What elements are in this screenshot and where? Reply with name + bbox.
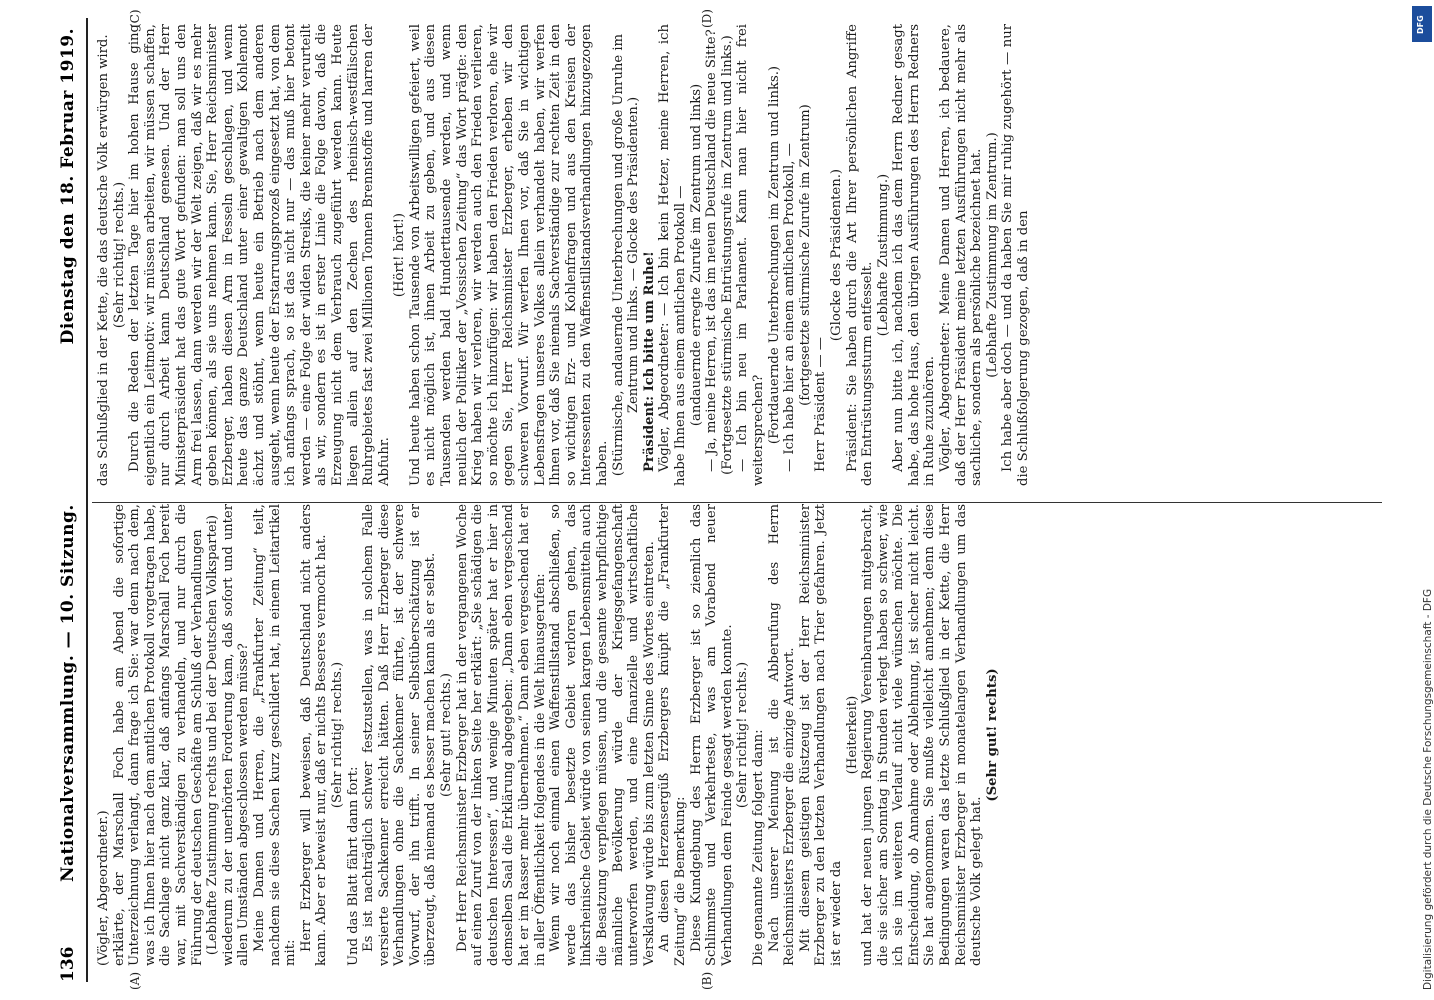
margin-marker-b: (B)	[700, 971, 714, 990]
left-interjection: (Heiterkeit)	[844, 695, 860, 775]
column-divider	[92, 502, 1382, 503]
right-para: — Ich habe hier an einem amtlichen Protokoll, —	[782, 143, 798, 472]
header-right-title: Dienstag den 18. Februar 1919.	[58, 28, 78, 345]
left-interjection: (Sehr richtig! rechts.)	[735, 661, 751, 809]
left-para: Meine Damen und Herren, die „Frankfurter Zeitung“ teilt, nachdem sie diese Sachen kurz geschildert hat, in einem Leitartikel mit:	[251, 504, 299, 966]
margin-marker-a: (A)	[128, 971, 142, 990]
page-header	[58, 18, 82, 982]
left-para: wiederum zu der unerhörten Forderung kam, daß sofort und unter allen Umständen abgeschlossen werden müsse?	[220, 504, 252, 966]
left-para: Die genannte Zeitung folgert dann:	[750, 729, 766, 966]
left-para: (Vögler, Abgeordneter.)	[96, 810, 111, 966]
left-quote: Nach unserer Meinung ist die Abberufung des Herrn Reichsministers Erzberger die einzige Antwort.	[766, 504, 798, 966]
right-interjection: (Sehr richtig! rechts.)	[111, 181, 127, 329]
digitization-credit: Digitalisierung gefördert durch die Deutsche Forschungsgemeinschaft - DFG	[1422, 588, 1434, 990]
right-para: Durch die Reden der letzten Tage hier im hohen Hause ging eigentlich ein Leitmotiv: wir müssen arbeiten, wir müssen schaffen, nur durch Arbeit kann Deutschland genesen. Und der Herr Ministerpräsident hat das gute Wort gefunden: man soll uns den Arm frei lassen, dann werden wir der Welt zeigen, daß wir es mehr geben können, als sie uns nehmen kann. Sie, Herr Reichsminister Erzberger, haben diesen Arm in Fesseln geschlagen, und wenn heute das ganze Deutschland unter einer gewaltigen Kohlennot ächzt und stöhnt, wenn heute ein Betrieb nach dem anderen ausgeht, wenn heute der Erstarrungsprozeß eingesetzt hat, von dem ich anfangs sprach, so ist das nicht nur — das muß hier betont werden — eine Folge der wilden Streiks, die keiner mehr verurteilt als wir, sondern es ist in erster Linie die Folge davon, daß die Erzeugung nicht dem Verbrauch zugeführt werden kann. Heute liegen allein auf den Zechen des rheinisch-westfälischen Ruhrgebietes fast zwei Millionen Tonnen Brennstoffe und harren der Abfuhr.	[127, 24, 392, 486]
right-interjection: (Stürmische, andauernde Unterbrechungen und große Unruhe im Zentrum und links. — Glocke des Präsidenten.)	[610, 33, 642, 477]
margin-marker-c: (C)	[128, 9, 142, 28]
right-para: Ich habe aber doch — und da haben Sie mir ruhig zugehört — nur die Schlußfolgerung gezogen, daß in den	[1000, 24, 1032, 486]
right-para: Herr Präsident — —	[813, 337, 829, 472]
right-column	[96, 24, 1032, 486]
right-interjection: (Fortdauernde Unterbrechungen im Zentrum und links.)	[766, 65, 782, 445]
margin-marker-d: (D)	[700, 9, 714, 28]
right-interjection: (Fortgesetzte stürmische Entrüstungsrufe im Zentrum und links.)	[719, 35, 735, 475]
left-para: Der Herr Reichsminister Erzberger hat in der vergangenen Woche auf einen Zuruf von der linken Seite her erklärt: „Sie schädigen die deutschen Interessen“, und wenige Minuten später hat er hier in demselben Saal die Erklärung abgegeben: „Dann eben vergeschend hat er im Rasser mehr übernehmen.“ Dann eben vergeschend hat er in aller Öffentlichkeit folgendes in die Welt hinausgerufen:	[454, 504, 548, 966]
left-quote: Wenn wir noch einmal einen Waffenstillstand abschließen, so werde das bisher besetzte Gebiet verloren gehen, das linksrheinische Gebiet würde von seinen kargen Lebensmitteln auch die Besatzung verpflegen müssen, und die gesamte wehrpflichtige männliche Bevölkerung würde der Kriegsgefangenschaft unterworfen werden, und eine finanzielle und wirtschaftliche Versklavung würde bis zum letzten Sinne des Wortes eintreten.	[548, 504, 657, 966]
right-para: das Schlußglied in der Kette, die das deutsche Volk erwürgen wird.	[96, 34, 111, 486]
right-para: — Ja, meine Herren, ist das im neuen Deutschland die neue Sitte?	[704, 29, 720, 472]
right-para: Aber nun bitte ich, nachdem ich das dem Herrn Redner gesagt habe, das hohe Haus, den übrigen Ausführungen des Herrn Redners in Ruhe zuzuhören.	[891, 24, 938, 486]
left-quote: Diese Kundgebung des Herrn Erzberger ist so ziemlich das Schlimmste und Verkehrteste, was am Vorabend neuer Verhandlungen dem Feinde gesagt werden konnte.	[688, 504, 735, 966]
right-interjection: (Glocke des Präsidenten.)	[828, 168, 844, 342]
right-interjection: (Lebhafte Zustimmung im Zentrum.)	[984, 132, 1000, 378]
left-interjection: (Sehr gut! rechts.)	[439, 672, 455, 798]
right-interjection: (andauernde erregte Zurufe im Zentrum und links)	[688, 83, 704, 427]
left-para: Und das Blatt fährt dann fort:	[345, 766, 361, 966]
right-speaker: Vögler, Abgeordneter: Meine Damen und Herren, ich bedauere, daß der Herr Präsident meine letzten Ausführungen nicht mehr als sachliche, sondern als persönliche bezeichnet hat.	[938, 24, 985, 486]
header-left-title: Nationalversammlung. — 10. Sitzung.	[58, 504, 78, 882]
left-quote: Es ist nachträglich schwer festzustellen, was in solchem Falle versierte Sachkenner erreicht hätten. Daß Herr Erzberger diese Verhandlungen ohne die Sachkenner führte, ist der schwere Vorwurf, der ihn trifft. In seiner Selbstüberschätzung ist er überzeugt, daß niemand es besser machen kann als er selbst.	[361, 504, 439, 966]
right-speaker: Präsident: Sie haben durch die Art Ihrer persönlichen Angriffe den Entrüstungssturm entfesselt.	[844, 24, 876, 486]
left-para: und hat der neuen jungen Regierung Vereinbarungen mitgebracht, die sie sicher am Sonntag in Stunden verlegt haben so schwer, wie ich sie im weiteren Verlauf nicht viele wünschen möchte. Die Entscheidung, ob Annahme oder Ablehnung, ist sicher nicht leicht. Sie hat angenommen. Sie mußte vielleicht annehmen; denn diese Bedingungen waren das letzte Schlußglied in der Kette, die Herr Reichsminister Erzberger in monatelangen Verhandlungen um das deutsche Volk gelegt hat.	[860, 504, 985, 966]
left-para: An diesen Herzensergüß Erzbergers knüpft die „Frankfurter Zeitung“ die Bemerkung:	[657, 504, 688, 966]
left-para: erklärte, der Marschall Foch habe am Abend die sofortige Unterzeichnung verlangt, dann frage ich Sie: war denn nach dem, was ich Ihnen hier nach dem amtlichen Protokoll vorgetragen habe, die Sachlage nicht ganz klar, daß anfangs Marschall Foch bereit war, mit Sachverständigen zu verhandeln, und nur durch die Führung der deutschen Geschäfte am Schluß der Verhandlungen	[111, 504, 205, 966]
left-para: Mit diesem geistigen Rüstzeug ist der Herr Reichsminister Erzberger zu den letzten Verhandlungen nach Trier gefahren. Jetzt ist er wieder da	[797, 504, 844, 966]
right-speaker: Präsident: Ich bitte um Ruhe!	[641, 251, 657, 472]
header-rule	[86, 18, 88, 982]
dfg-logo	[1412, 6, 1432, 42]
right-interjection: (fortgesetzte stürmische Zurufe im Zentrum)	[797, 104, 813, 406]
right-interjection: (Hört! hört!)	[392, 212, 408, 298]
dfg-logo-text: DFG	[1416, 15, 1425, 34]
right-para: Und heute haben schon Tausende von Arbeitswilligen gefeiert, weil es nicht möglich ist, ihnen Arbeit zu geben, und aus diesen Tausenden werden bald Hunderttausende werden, und wenn neulich der Politiker der „Vossischen Zeitung“ das Wort prägte: den Krieg haben wir verloren, wir werden auch den Frieden verlieren, so möchte ich hinzufügen: wir haben den Frieden verloren, ehe wir gegen Sie, Herr Reichsminister Erzberger, erheben wir den schweren Vorwurf. Wir werfen Ihnen vor, daß Sie in wichtigen Lebensfragen unseres Volkes allein verhandelt haben, wir werfen Ihnen vor, daß Sie niemals Sachverständige zur rechten Zeit in den so wichtigen Erz- und Kohlenfragen und aus den Kreisen der Interessenten zu den Waffenstillstandsverhandlungen hinzugezogen haben.	[407, 24, 610, 486]
right-interjection: (Lebhafte Zustimmung.)	[875, 173, 891, 337]
left-quote: Herr Erzberger will beweisen, daß Deutschland nicht anders kann. Aber er beweist nur, daß er nichts Besseres vermocht hat.	[298, 504, 330, 966]
right-speaker: Vögler, Abgeordneter: — Ich bin kein Hetzer, meine Herren, ich habe Ihnen aus einem amtlichen Protokoll —	[657, 24, 688, 486]
left-interjection: (Sehr richtig! rechts.)	[329, 661, 345, 809]
left-interjection: (Lebhafte Zustimmung rechts und bei der Deutschen Volkspartei)	[205, 514, 221, 956]
left-column	[96, 504, 1000, 966]
page-number: 136	[58, 946, 78, 982]
left-interjection: (Sehr gut! rechts)	[984, 668, 1000, 802]
right-para: — Ich bin neu im Parlament. Kann man hier nicht frei weitersprechen?	[735, 24, 766, 486]
